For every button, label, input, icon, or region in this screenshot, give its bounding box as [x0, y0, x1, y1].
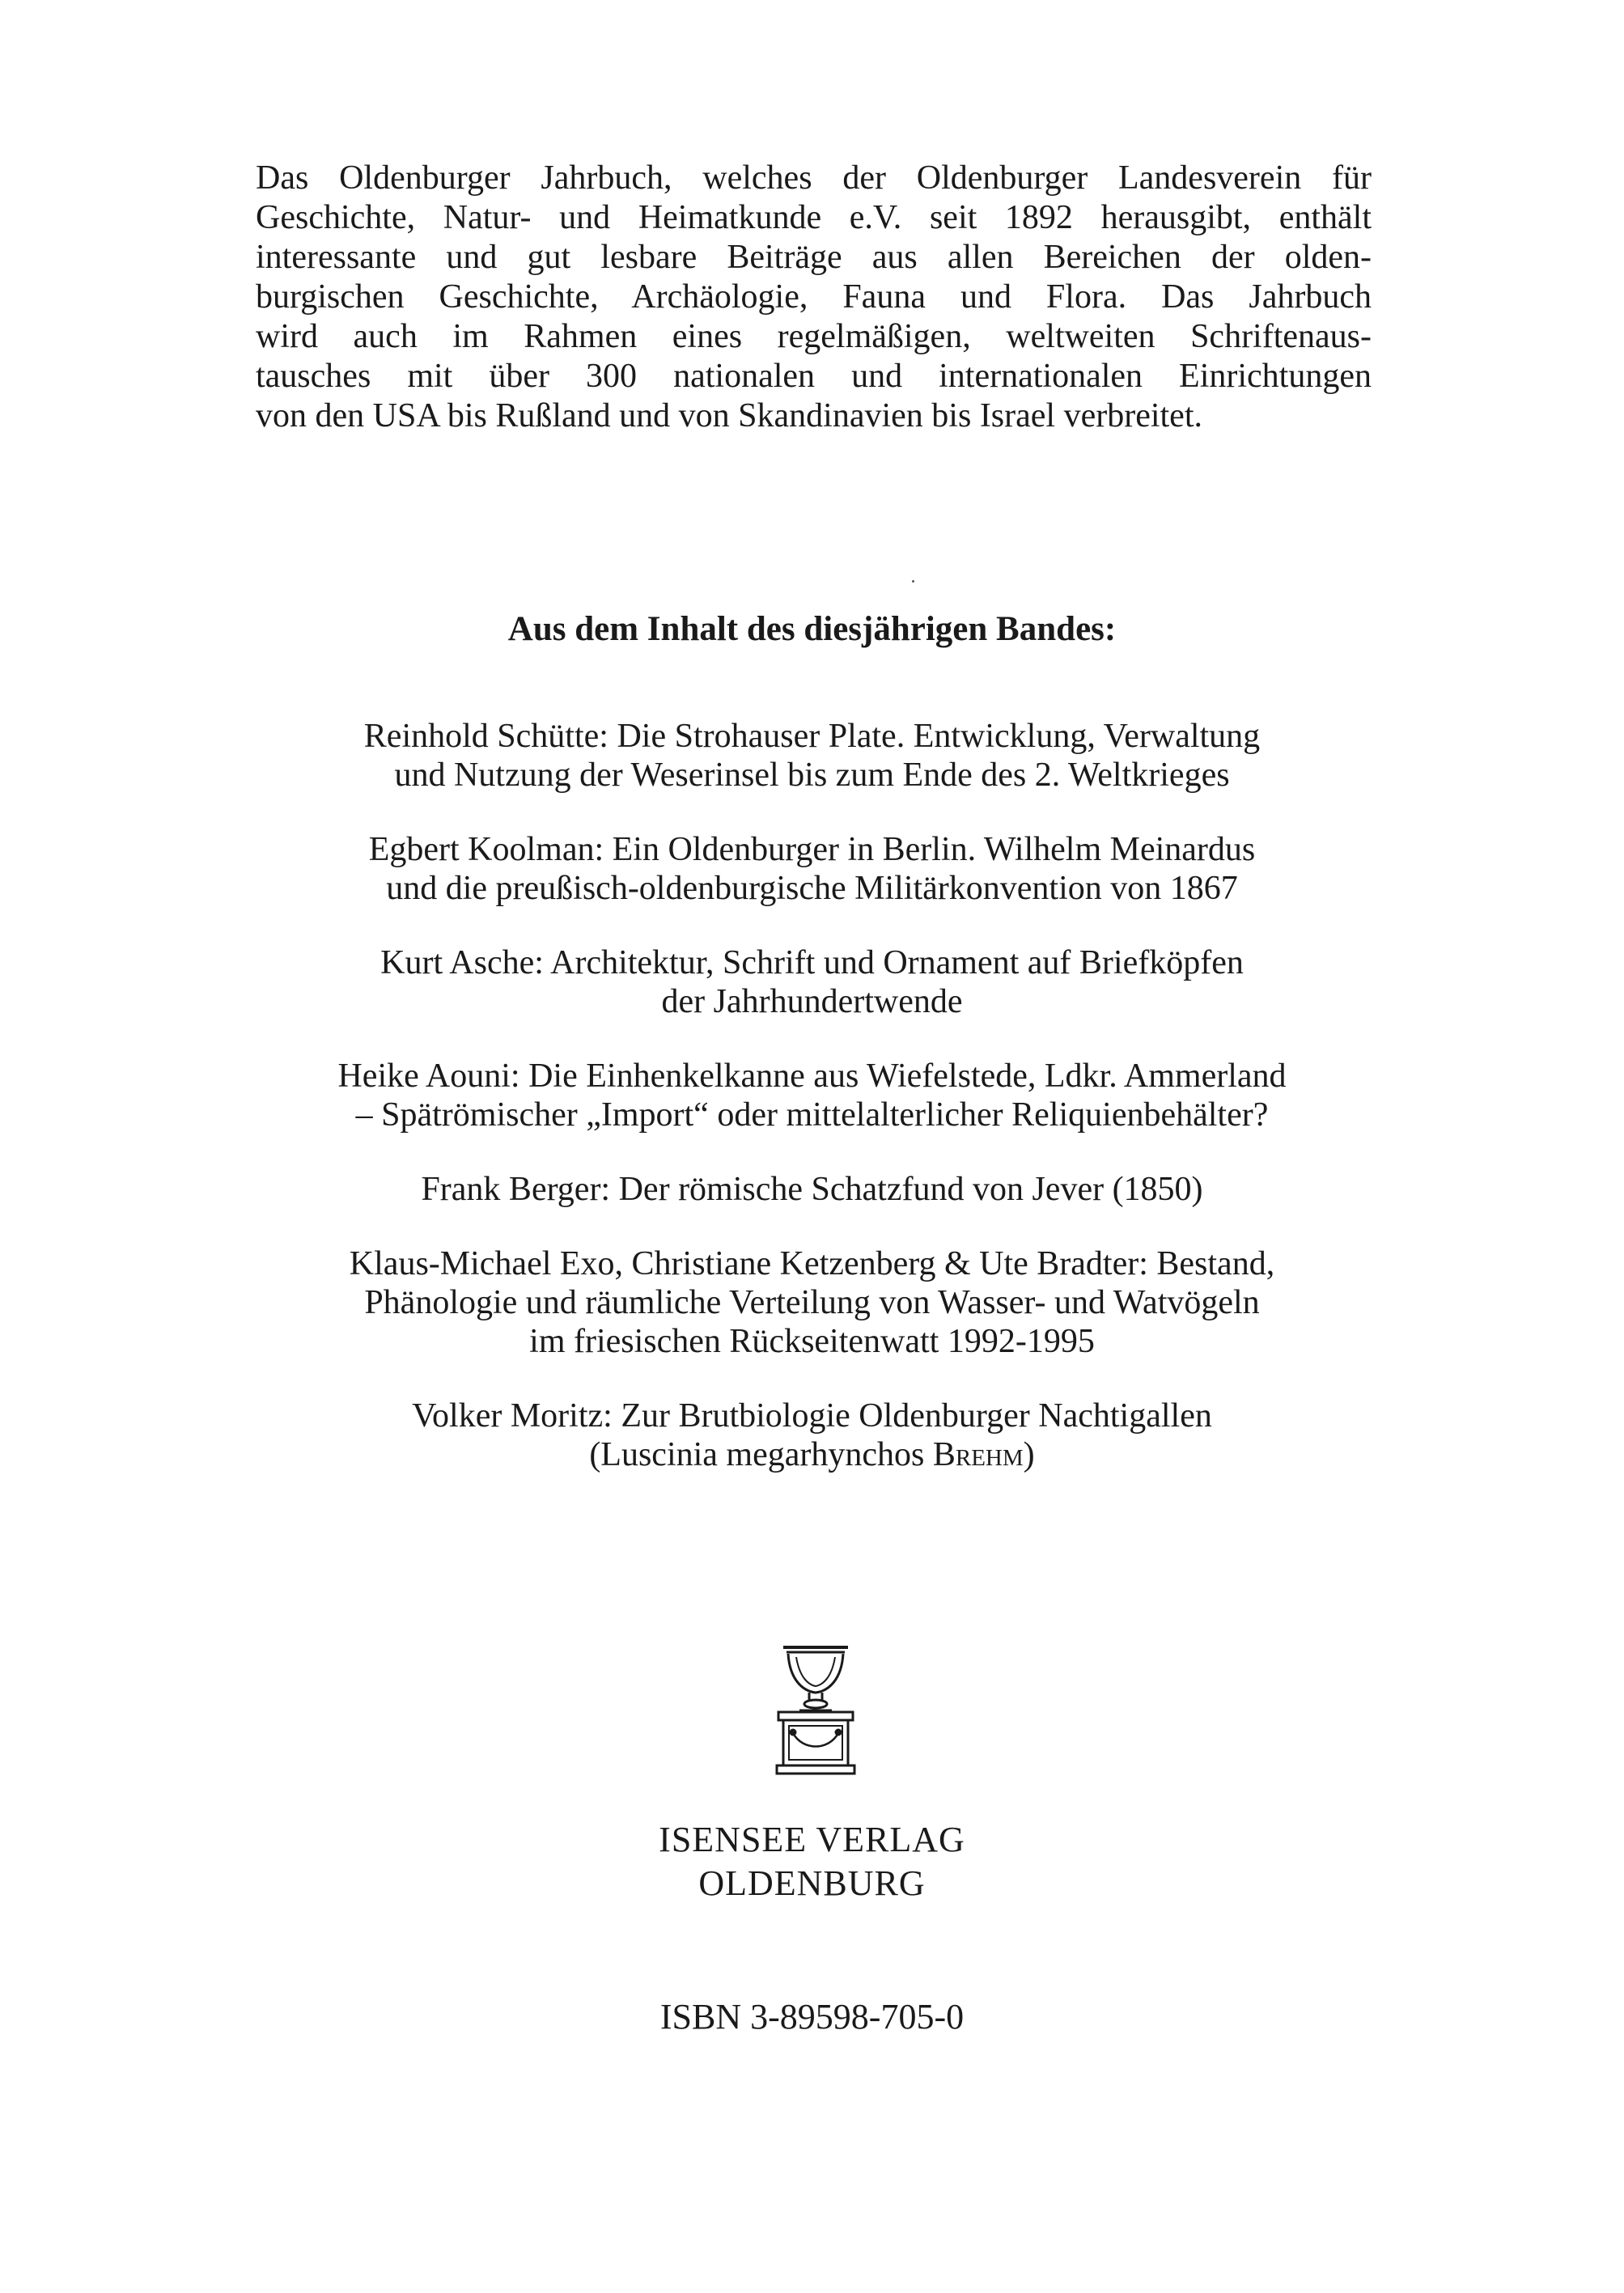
- contents-entry-line: Egbert Koolman: Ein Oldenburger in Berlin. Wilhelm Meinardus: [368, 831, 1256, 868]
- intro-line: burgischen Geschichte, Archäologie, Fauna und Flora. Das Jahrbuch: [256, 278, 1372, 316]
- contents-entry-line-species: [0, 1435, 1624, 1474]
- contents-entry: [0, 717, 1624, 795]
- contents-entry: [0, 1170, 1624, 1209]
- contents-entry: [0, 943, 1624, 1021]
- contents-heading: Aus dem Inhalt des diesjährigen Bandes:: [507, 610, 1117, 648]
- isbn-number: ISBN 3-89598-705-0: [659, 1997, 965, 2037]
- intro-paragraph: [256, 159, 1372, 436]
- species-author: Brehm: [932, 1436, 1024, 1473]
- contents-entry-line: Volker Moritz: Zur Brutbiologie Oldenburger Nachtigallen: [412, 1397, 1212, 1435]
- contents-entry: [0, 1397, 1624, 1474]
- contents-entry-line: und Nutzung der Weserinsel bis zum Ende des 2. Weltkrieges: [394, 757, 1230, 794]
- contents-entry: [0, 1057, 1624, 1134]
- contents-entry-line: Reinhold Schütte: Die Strohauser Plate. Entwicklung, Verwaltung: [363, 718, 1261, 755]
- contents-entry-line: Phänologie und räumliche Verteilung von Wasser- und Watvögeln: [364, 1284, 1260, 1321]
- contents-entry-line: Heike Aouni: Die Einhenkelkanne aus Wiefelstede, Ldkr. Ammerland: [337, 1057, 1287, 1095]
- contents-entry-line: und die preußisch-oldenburgische Militärkonvention von 1867: [386, 870, 1238, 907]
- publisher-block: [0, 1818, 1624, 1905]
- species-name: (Luscinia megarhynchos: [589, 1436, 933, 1473]
- intro-line: interessante und gut lesbare Beiträge aus allen Bereichen der olden-: [256, 239, 1372, 276]
- publisher-city: OLDENBURG: [698, 1863, 926, 1903]
- intro-line: tausches mit über 300 nationalen und internationalen Einrichtungen: [256, 358, 1372, 395]
- contents-entry: [0, 1244, 1624, 1361]
- print-speck: [912, 580, 914, 583]
- contents-entry-line: Frank Berger: Der römische Schatzfund von Jever (1850): [421, 1171, 1203, 1208]
- intro-line: Das Oldenburger Jahrbuch, welches der Oldenburger Landesverein für: [256, 159, 1372, 197]
- species-close: ): [1023, 1436, 1035, 1473]
- contents-entry-line: Kurt Asche: Architektur, Schrift und Ornament auf Briefköpfen: [380, 944, 1244, 981]
- intro-line: von den USA bis Rußland und von Skandinavien bis Israel verbreitet.: [256, 397, 1202, 434]
- urn-on-pedestal-icon: [767, 1641, 864, 1778]
- intro-line: wird auch im Rahmen eines regelmäßigen, weltweiten Schriftenaus-: [256, 318, 1372, 355]
- publisher-name: ISENSEE VERLAG: [659, 1820, 965, 1859]
- contents-list: [0, 717, 1624, 1510]
- contents-entry: [0, 830, 1624, 908]
- contents-entry-line: der Jahrhundertwende: [661, 983, 963, 1020]
- contents-entry-line: im friesischen Rückseitenwatt 1992-1995: [529, 1323, 1095, 1360]
- contents-entry-line: Klaus-Michael Exo, Christiane Ketzenberg & Ute Bradter: Bestand,: [349, 1245, 1275, 1282]
- intro-line: Geschichte, Natur- und Heimatkunde e.V. seit 1892 herausgibt, enthält: [256, 199, 1372, 236]
- contents-entry-line: – Spätrömischer „Import“ oder mittelalterlicher Reliquienbehälter?: [355, 1096, 1269, 1134]
